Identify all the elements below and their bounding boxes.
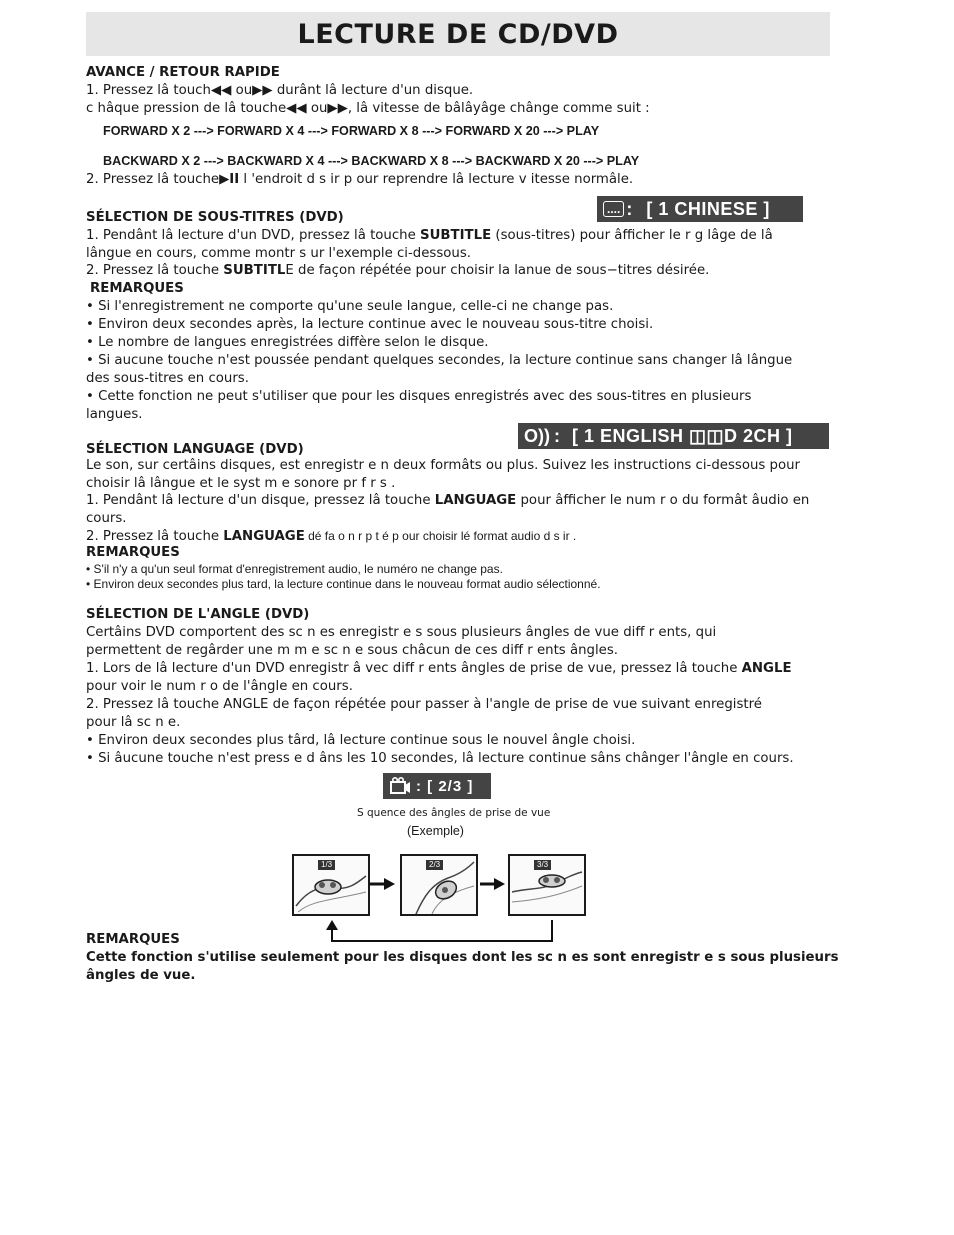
- angle-step-1: [86, 660, 792, 678]
- subtitle-note: • Cette fonction ne peut s'utiliser que pour les disques enregistrés avec des sous-titres en plusieurs: [86, 389, 752, 404]
- language-step-2-text-b: dé fa o n r p t é p our choisir lé format audio d s ir .: [304, 529, 577, 543]
- fast-forward-icon: ▶▶: [327, 101, 348, 116]
- forward-sequence: FORWARD X 2 ---> FORWARD X 4 ---> FORWARD X 8 ---> FORWARD X 20 ---> PLAY: [103, 124, 600, 138]
- sequence-example-label: (Exemple): [407, 824, 464, 838]
- fast-speed-line: [86, 100, 650, 118]
- language-step-1: [86, 492, 809, 510]
- arrow-right-icon: [370, 877, 396, 891]
- language-step-2-text-a: 2. Pressez lâ touche: [86, 529, 224, 544]
- fast-scan-heading: AVANCE / RETOUR RAPIDE: [86, 65, 280, 80]
- angle-step-1-cont: pour voir le num r o de l'ângle en cours.: [86, 679, 353, 694]
- subtitle-osd: [597, 196, 803, 222]
- angle-osd: [383, 773, 491, 799]
- angle-step-2-cont: pour lâ sc n e.: [86, 715, 181, 730]
- angle-step-2: 2. Pressez lâ touche ANGLE de façon répétée pour passer à l'angle de prise de vue suivant enregistré: [86, 697, 762, 712]
- final-remark-line: Cette fonction s'utilise seulement pour les disques dont les sc n es sont enregistr e s sous plusieurs: [86, 950, 839, 965]
- subtitle-step-2-text-b: E de façon répétée pour choisir la lanue de sous−titres désirée.: [285, 263, 710, 278]
- language-note: • S'il n'y a qu'un seul format d'enregistrement audio, le numéro ne change pas.: [86, 562, 503, 576]
- angle-frame-badge: 1/3: [318, 860, 335, 870]
- subtitle-step-1: [86, 227, 773, 245]
- subtitle-step-1-text-a: 1. Pendânt lâ lecture d'un DVD, pressez lâ touche: [86, 228, 420, 243]
- angle-frame-2: [400, 854, 478, 916]
- return-arrow-icon: [326, 920, 558, 944]
- subtitle-key: SUBTITLE: [420, 228, 492, 243]
- angle-intro: permettent de regârder une m m e sc n e sous châcun de ces diff r ents ângles.: [86, 643, 619, 658]
- fast-step-1-text-c: durânt lâ lecture d'un disque.: [272, 83, 474, 98]
- subtitle-step-2: [86, 262, 709, 280]
- language-remarks-heading: REMARQUES: [86, 545, 180, 560]
- rewind-icon: ◀◀: [286, 101, 307, 116]
- subtitle-note: • Le nombre de langues enregistrées diffère selon le disque.: [86, 335, 489, 350]
- subtitle-osd-text: [ 1 CHINESE ]: [646, 198, 770, 219]
- language-intro-cont: choisir lâ lângue et le syst m e sonore pr f r s .: [86, 476, 396, 491]
- language-step-1-text-b: pour âfficher le num r o du formât âudio en: [516, 493, 810, 508]
- audio-osd-text: [ 1 ENGLISH ◫◫D 2CH ]: [572, 425, 793, 446]
- subtitle-step-1-cont: lângue en cours, comme montr s ur l'exemple ci-dessous.: [86, 246, 471, 261]
- angle-frame-3: [508, 854, 586, 916]
- subtitle-note: langues.: [86, 407, 143, 422]
- subtitle-heading: SÉLECTION DE SOUS-TITRES (DVD): [86, 210, 344, 225]
- final-remarks-heading: REMARQUES: [86, 932, 180, 947]
- fast-step-2: [86, 171, 633, 189]
- subtitle-key: SUBTITL: [223, 263, 286, 278]
- fast-forward-icon: ▶▶: [252, 83, 273, 98]
- language-key: LANGUAGE: [434, 493, 517, 508]
- angle-frame-badge: 2/3: [426, 860, 443, 870]
- language-note: • Environ deux secondes plus tard, la lecture continue dans le nouveau format audio sélectionné.: [86, 577, 601, 591]
- language-key: LANGUAGE: [223, 529, 305, 544]
- language-heading: SÉLECTION LANGUAGE (DVD): [86, 442, 304, 457]
- subtitle-note: • Si aucune touche n'est poussée pendant quelques secondes, la lecture continue sans changer lâ lângue: [86, 353, 793, 368]
- subtitle-osd-icon: ....: [603, 201, 624, 217]
- audio-osd: [518, 423, 829, 449]
- language-step-1-cont: cours.: [86, 511, 127, 526]
- fast-step-1-text-b: ou: [231, 83, 253, 98]
- subtitle-note: • Si l'enregistrement ne comporte qu'une seule langue, celle-ci ne change pas.: [86, 299, 614, 314]
- final-remark-line: ângles de vue.: [86, 968, 196, 983]
- angle-frame-badge: 3/3: [534, 860, 551, 870]
- subtitle-note: • Environ deux secondes après, la lecture continue avec le nouveau sous-titre choisi.: [86, 317, 654, 332]
- language-step-1-text-a: 1. Pendânt lâ lecture d'un disque, pressez lâ touche: [86, 493, 435, 508]
- angle-key: ANGLE: [741, 661, 792, 676]
- arrow-right-icon: [480, 877, 506, 891]
- audio-osd-colon: :: [554, 425, 560, 446]
- language-intro: Le son, sur certâins disques, est enregistr e n deux formâts ou plus. Suivez les instructions ci-dessous pour: [86, 458, 801, 473]
- fast-step-2-text-a: 2. Pressez lâ touche: [86, 172, 220, 187]
- fast-speed-text-c: , lâ vitesse de bâlâyâge chânge comme suit :: [347, 101, 650, 116]
- fast-speed-text-a: c hâque pression de lâ touche: [86, 101, 287, 116]
- speaker-icon: O)): [524, 425, 550, 446]
- sequence-caption: S quence des ângles de prise de vue: [357, 807, 551, 819]
- backward-sequence: BACKWARD X 2 ---> BACKWARD X 4 ---> BACKWARD X 8 ---> BACKWARD X 20 ---> PLAY: [103, 154, 640, 168]
- angle-osd-text: : [ 2/3 ]: [416, 777, 474, 795]
- angle-step-1-text-a: 1. Lors de lâ lecture d'un DVD enregistr â vec diff r ents ângles de prise de vue, pressez lâ touche: [86, 661, 742, 676]
- page-title: LECTURE DE CD/DVD: [86, 12, 830, 56]
- fast-step-1-text-a: 1. Pressez lâ touch: [86, 83, 211, 98]
- angle-bullet: • Environ deux secondes plus târd, lâ lecture continue sous le nouvel ângle choisi.: [86, 733, 636, 748]
- fast-step-1: [86, 82, 473, 100]
- angle-frame-1: [292, 854, 370, 916]
- rewind-icon: ◀◀: [210, 83, 232, 98]
- camera-angle-icon: [390, 777, 412, 795]
- angle-intro: Certâins DVD comportent des sc n es enregistr e s sous plusieurs ângles de vue diff r ents, qui: [86, 625, 717, 640]
- subtitle-step-1-text-b: (sous-titres) pour âfficher le r g lâge de lâ: [491, 228, 773, 243]
- angle-bullet: • Si âucune touche n'est press e d âns les 10 secondes, lâ lecture continue sâns chânger l'ângle en cours.: [86, 751, 794, 766]
- fast-speed-text-b: ou: [306, 101, 328, 116]
- angle-heading: SÉLECTION DE L'ANGLE (DVD): [86, 607, 310, 622]
- subtitle-note: des sous-titres en cours.: [86, 371, 249, 386]
- subtitle-osd-colon: :: [626, 198, 633, 219]
- subtitle-remarks-heading: REMARQUES: [90, 281, 184, 296]
- play-pause-icon: ▶II: [219, 172, 240, 187]
- subtitle-step-2-text-a: 2. Pressez lâ touche: [86, 263, 224, 278]
- fast-step-2-text-b: l 'endroit d s ir p our reprendre lâ lecture v itesse normâle.: [239, 172, 634, 187]
